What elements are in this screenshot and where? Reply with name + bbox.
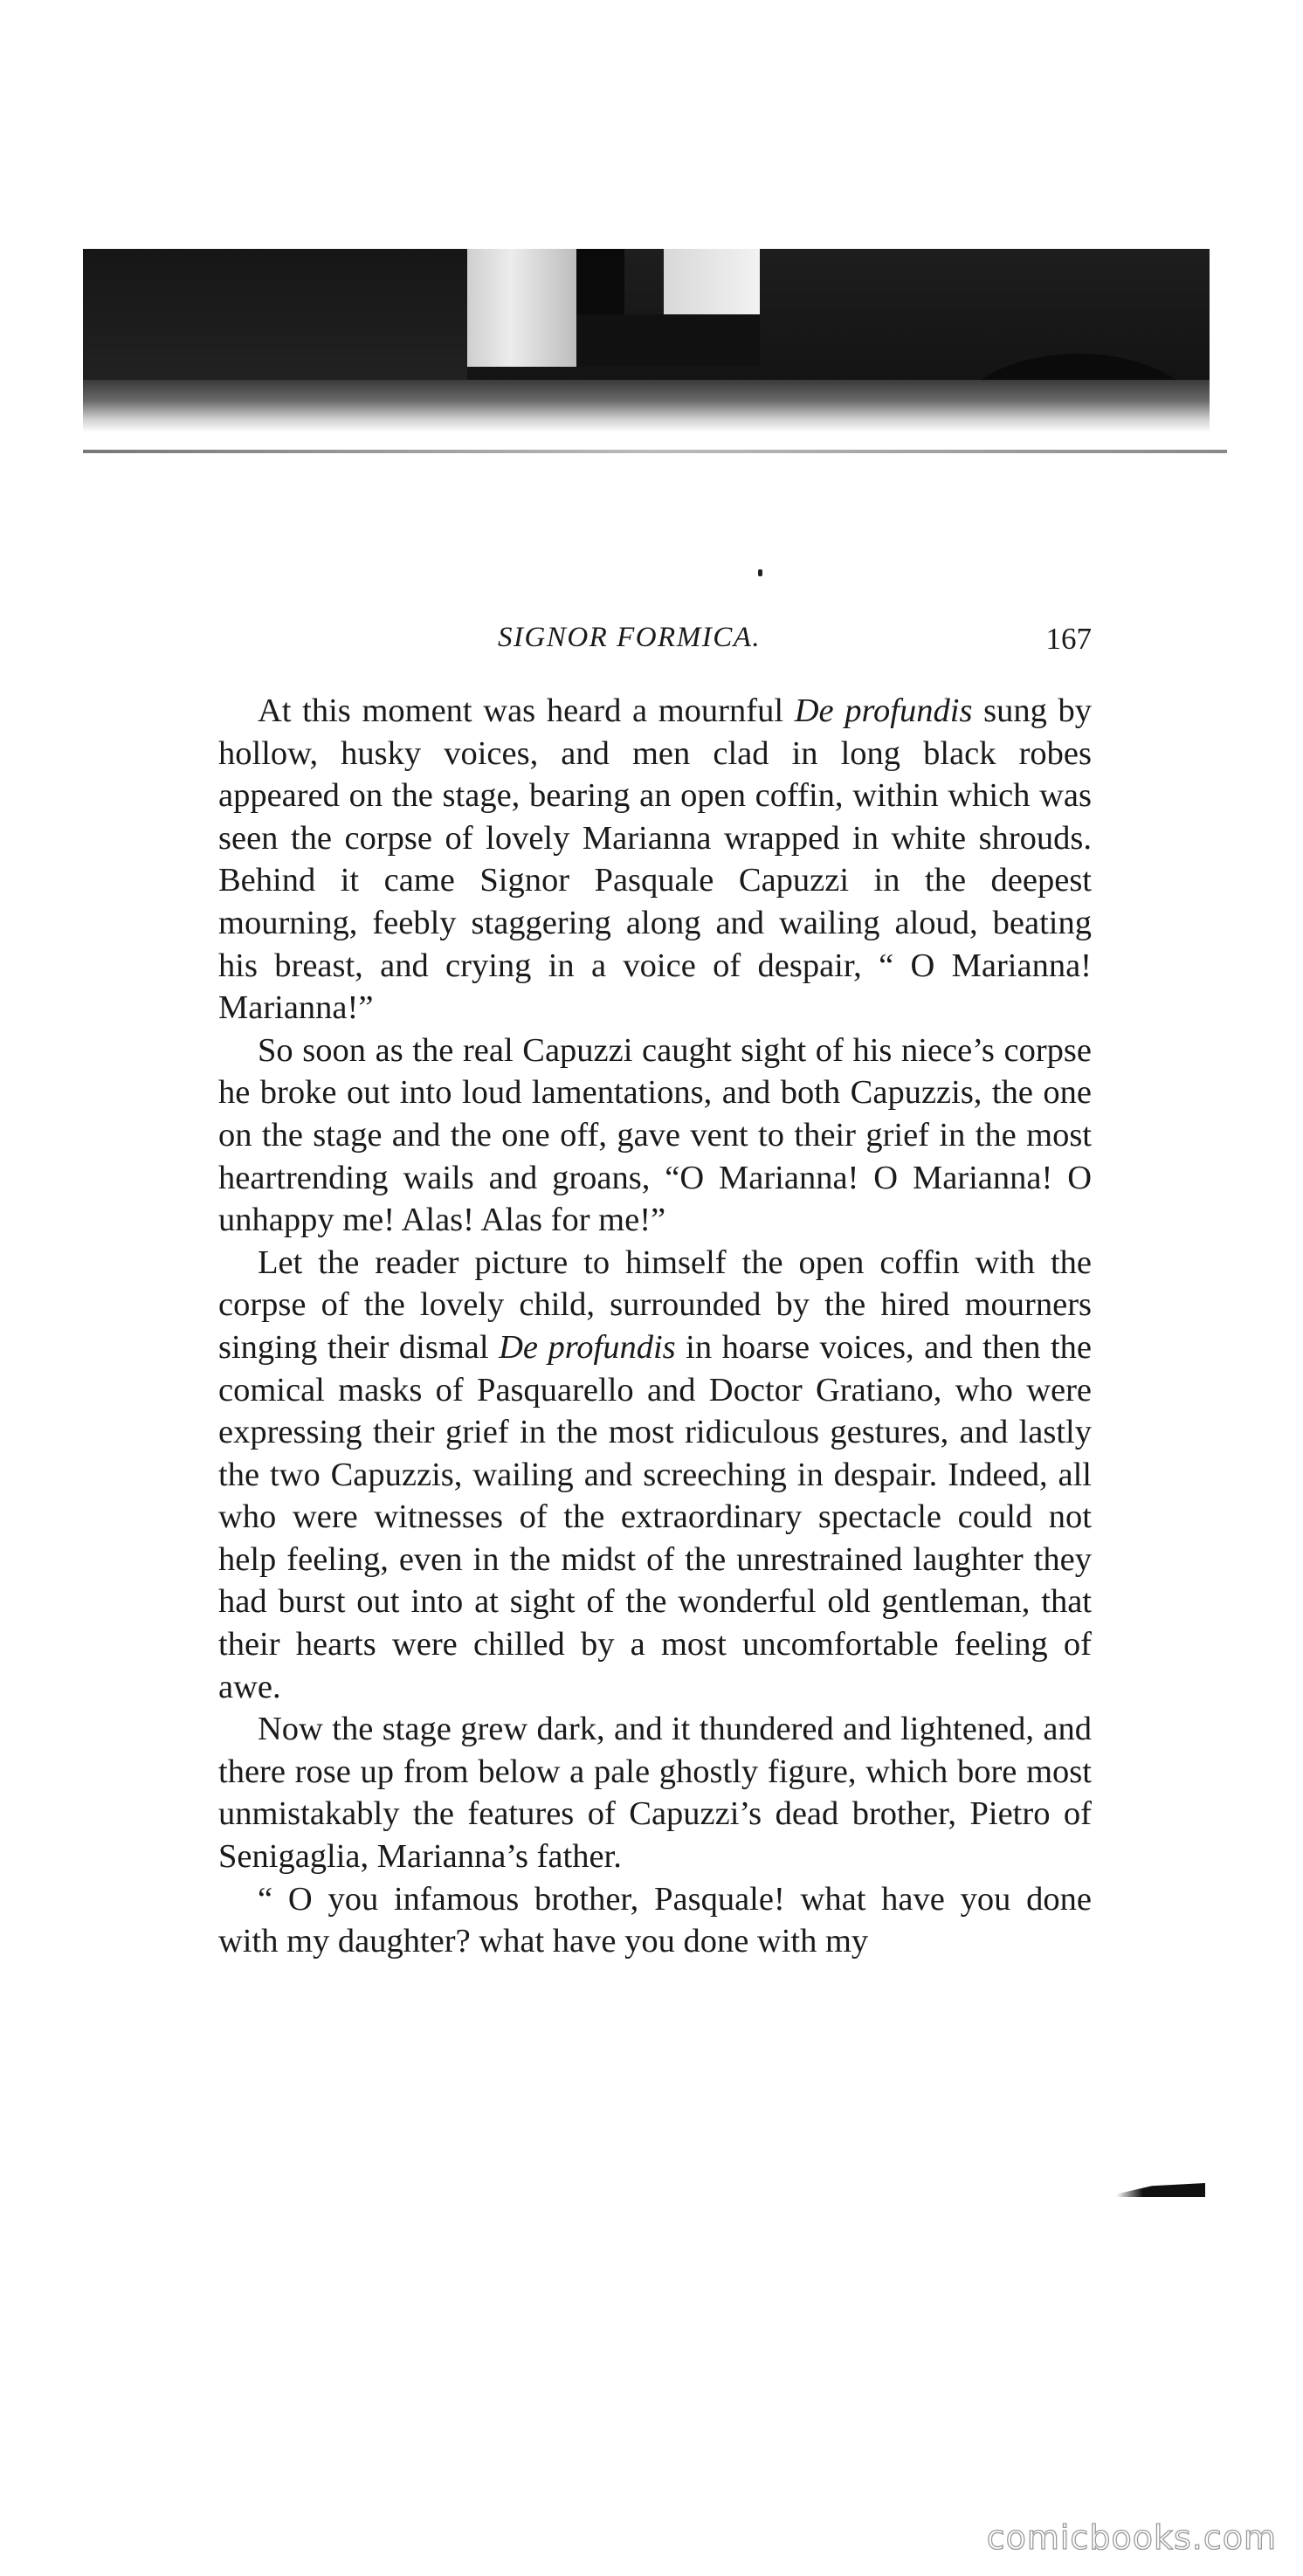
illustration-window (664, 249, 760, 314)
text-run: At this moment was heard a mournful (258, 692, 795, 729)
illustration-rule (83, 450, 1227, 453)
header-illustration (83, 249, 1210, 432)
ink-mark (1116, 2183, 1205, 2197)
illustration-floor (83, 380, 1210, 432)
text-run: “ O you infamous brother, Pasquale! what have you done with my daughter? what have you done with my (218, 1880, 1092, 1960)
illustration-doorway (467, 249, 576, 367)
watermark: comicbooks.com (986, 2518, 1277, 2557)
page-number: 167 (1045, 622, 1092, 656)
text-run: Now the stage grew dark, and it thundered and lightened, and there rose up from below a pale ghostly figure, which bore most unmistakably the features of Capuzzi’s dead brother, Pietro of Senigaglia, Marianna’s father. (218, 1711, 1092, 1876)
text-run: Let the reader picture to himself the open coffin with the corpse of the lovely child, surrounded by the hired mourners singing their dismal (218, 1243, 1092, 1366)
running-title: SIGNOR FORMICA. (498, 622, 762, 653)
paragraph (218, 690, 1092, 1030)
paragraph (218, 1242, 1092, 1709)
print-speck (758, 569, 762, 576)
italic-phrase: De profundis (499, 1328, 676, 1366)
text-run: So soon as the real Capuzzi caught sight of his niece’s corpse he broke out into loud lamentations, and both Capuzzis, the one on the stage and the one off, gave vent to their grief in the most heartrending wails and groans, “O Marianna! O Marianna! O unhappy me! Alas! Alas for me!” (218, 1031, 1092, 1239)
text-body (218, 690, 1092, 1963)
text-run: in hoarse voices, and then the comical masks of Pasquarello and Doctor Gratiano, who were expressing their grief in the most ridiculous gestures, and lastly the two Capuzzis, wailing and screeching in despair. Indeed, all who were witnesses of the extraordinary spectacle could not help feeling, even in the midst of the unrestrained laughter they had burst out into at sight of the wonderful old gentleman, that their hearts were chilled by a most uncomfortable feeling of awe. (218, 1328, 1092, 1705)
paragraph (218, 1030, 1092, 1242)
illustration-ledge (576, 314, 760, 367)
illustration-shadow (576, 249, 624, 314)
italic-phrase: De profundis (794, 692, 973, 729)
text-run: sung by hollow, husky voices, and men clad in long black robes appeared on the stage, bearing an open coffin, within which was seen the corpse of lovely Marianna wrapped in white shrouds. Behind it came Signor Pasquale Capuzzi in the deepest mourning, feebly staggering along and wailing aloud, beating his breast, and crying in a voice of despair, “ O Marianna! Marianna!” (218, 692, 1092, 1027)
running-head (236, 622, 1092, 665)
paragraph (218, 1708, 1092, 1877)
paragraph (218, 1878, 1092, 1963)
